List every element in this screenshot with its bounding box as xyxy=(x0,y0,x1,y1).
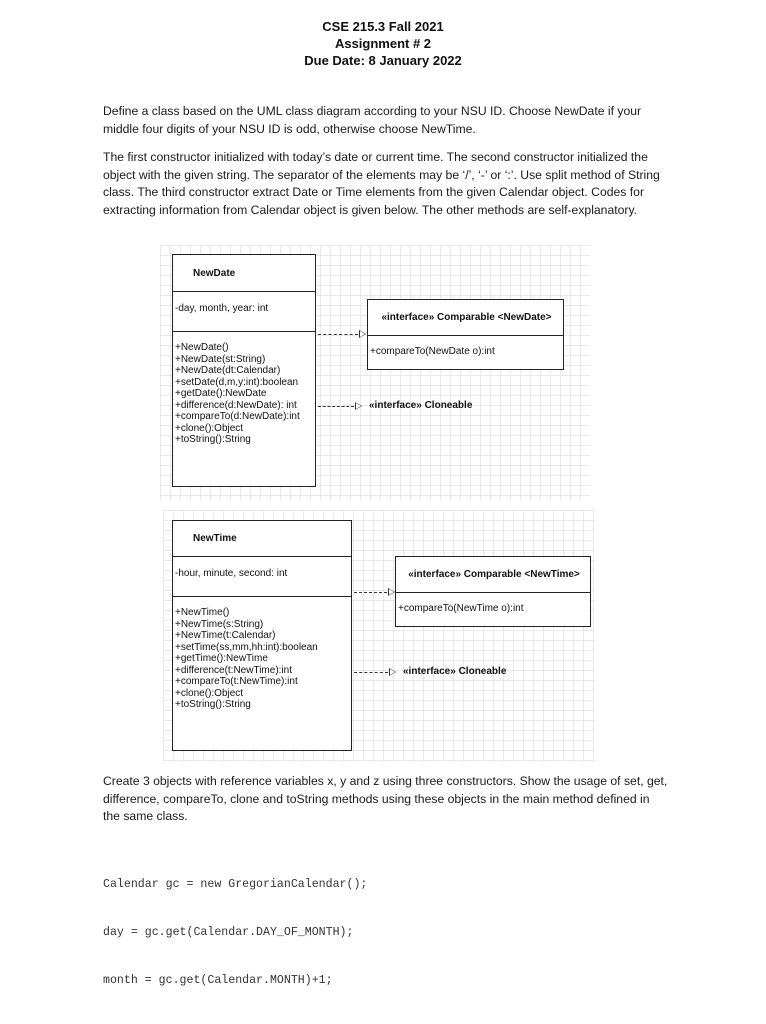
realization-arrowhead xyxy=(359,330,366,338)
code-line: Calendar gc = new GregorianCalendar(); xyxy=(103,878,368,891)
realization-line xyxy=(354,672,388,673)
class-box-newdate xyxy=(172,254,316,487)
interface-title: «interface» Comparable <NewDate> xyxy=(368,300,563,336)
class-name: NewDate xyxy=(173,255,315,292)
class-name: NewTime xyxy=(173,521,351,557)
realization-line xyxy=(318,406,354,407)
operation: +setDate(d,m,y:int):boolean xyxy=(175,376,299,388)
class-attributes: -hour, minute, second: int xyxy=(173,557,351,597)
operation: +compareTo(t:NewTime):int xyxy=(175,676,298,687)
code-block xyxy=(103,845,367,1005)
realization-arrowhead xyxy=(389,668,396,676)
assignment-title: Assignment # 2 xyxy=(334,36,432,51)
interface-title: «interface» Comparable <NewTime> xyxy=(396,557,590,593)
operation: +getTime():NewTime xyxy=(175,653,268,664)
realization-line xyxy=(354,592,387,593)
class-operations xyxy=(173,597,351,711)
realization-line xyxy=(318,334,358,335)
interface-comparable-newtime xyxy=(395,556,591,627)
class-attributes: -day, month, year: int xyxy=(173,292,315,332)
operation: +NewTime(t:Calendar) xyxy=(175,630,276,641)
paragraph-create-objects: Create 3 objects with reference variables x, y and z using three constructors. Show the usage of set, get, difference, compareTo, clone and toString methods using these objects in the main method defined in the same class. xyxy=(103,774,668,823)
interface-method: +compareTo(NewTime o):int xyxy=(398,603,524,614)
realization-arrowhead xyxy=(355,402,362,410)
interface-comparable-newdate xyxy=(367,299,564,370)
realization-arrowhead xyxy=(388,588,395,596)
operation: +compareTo(d:NewDate):int xyxy=(175,411,300,422)
operation: +clone():Object xyxy=(175,687,244,699)
operation: +setTime(ss,mm,hh:int):boolean xyxy=(175,641,318,653)
operation: +NewDate(st:String) xyxy=(175,353,266,365)
operation: +NewDate() xyxy=(175,342,229,353)
operation: +NewTime() xyxy=(175,607,230,618)
operation: +toString():String xyxy=(175,434,251,445)
operation: +toString():String xyxy=(175,699,251,710)
code-line: day = gc.get(Calendar.DAY_OF_MONTH); xyxy=(103,926,354,939)
operation: +difference(t:NewTime):int xyxy=(175,664,292,676)
course-title: CSE 215.3 Fall 2021 xyxy=(322,19,444,34)
paragraph-constructors: The first constructor initialized with today’s date or current time. The second constructor initialized the object with the given string. The separator of the elements may be ‘/’, ‘-’ or ‘:’. Use split method of String class. The third constructor extract Date or Time elements from the given Calendar object. Codes for extracting information from Calendar object is given below. The other methods are self-explanatory. xyxy=(103,150,660,217)
operation: +NewDate(dt:Calendar) xyxy=(175,365,281,376)
operation: +difference(d:NewDate): int xyxy=(175,399,297,411)
interface-method: +compareTo(NewDate o):int xyxy=(370,346,495,357)
operation: +NewTime(s:String) xyxy=(175,618,264,630)
class-box-newtime xyxy=(172,520,352,751)
code-line: month = gc.get(Calendar.MONTH)+1; xyxy=(103,974,333,987)
interface-cloneable-newdate: «interface» Cloneable xyxy=(369,400,473,411)
due-date: Due Date: 8 January 2022 xyxy=(304,53,462,68)
interface-cloneable-newtime: «interface» Cloneable xyxy=(403,666,507,677)
paragraph-choose-class: Define a class based on the UML class diagram according to your NSU ID. Choose NewDate if your middle four digits of your NSU ID is odd, otherwise choose NewTime. xyxy=(103,104,642,136)
header xyxy=(0,18,766,69)
operation: +getDate():NewDate xyxy=(175,388,267,399)
operation: +clone():Object xyxy=(175,422,244,434)
class-operations xyxy=(173,332,315,446)
